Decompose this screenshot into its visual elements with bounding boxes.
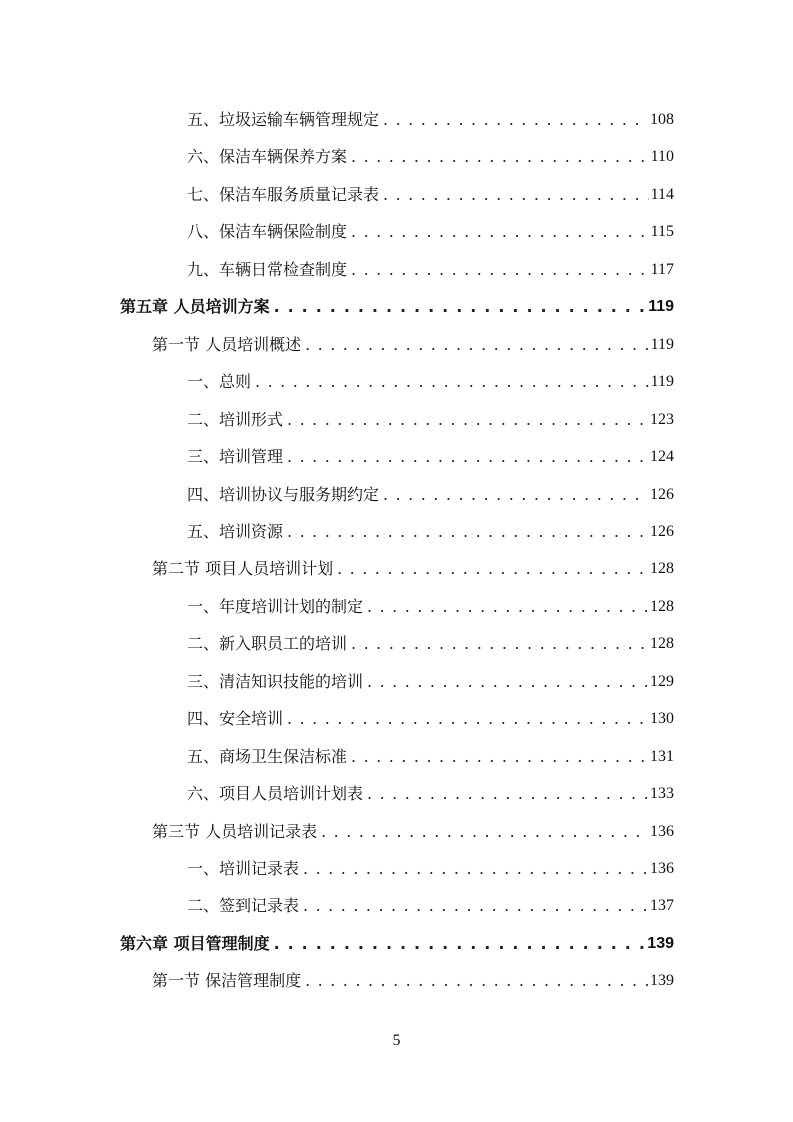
toc-item-entry[interactable] [187,445,674,469]
toc-entry-label: 五、商场卫生保洁标准 [187,746,348,766]
toc-section-entry[interactable] [152,333,674,357]
toc-entry-page: 128 [650,635,674,653]
toc-item-entry[interactable] [187,408,674,432]
toc-entry-label: 八、保洁车辆保险制度 [187,222,348,242]
toc-entry-page: 119 [650,373,674,391]
toc-entry-page: 119 [648,298,674,316]
toc-entry-label: 一、年度培训计划的制定 [187,596,364,616]
toc-item-entry[interactable] [187,782,674,806]
toc-item-entry[interactable] [187,370,674,394]
toc-entry-label: 七、保洁车服务质量记录表 [187,184,380,204]
toc-entry-page: 117 [650,260,674,278]
dot-leader [383,108,648,132]
toc-entry-page: 115 [650,223,674,241]
toc-item-entry[interactable] [187,145,674,169]
toc-chapter-entry[interactable] [120,295,674,319]
toc-entry-page: 128 [650,560,674,578]
dot-leader [367,670,648,694]
toc-entry-page: 139 [647,934,674,952]
toc-entry-label: 一、培训记录表 [187,859,300,878]
toc-section-entry[interactable] [152,969,674,993]
dot-leader [337,557,648,581]
dot-leader [305,333,649,357]
dot-leader [351,145,649,169]
toc-item-entry[interactable] [187,183,674,207]
toc-chapter-entry[interactable] [120,932,674,956]
toc-entry-label: 第六章 项目管理制度 [120,933,270,953]
toc-item-entry[interactable] [187,483,674,507]
toc-entry-page: 136 [650,822,674,840]
toc-entry-page: 133 [650,785,674,803]
toc-entry-page: 129 [650,672,674,690]
toc-entry-label: 三、培训管理 [187,447,284,467]
dot-leader [303,857,648,881]
toc-entry-page: 108 [650,111,674,128]
dot-leader [383,483,648,507]
toc-entry-page: 137 [650,897,674,915]
toc-entry-label: 二、签到记录表 [187,896,300,916]
dot-leader [367,782,648,806]
dot-leader [274,295,647,319]
toc-entry-label: 五、培训资源 [187,521,284,541]
dot-leader [287,408,648,432]
dot-leader [351,220,649,244]
toc-entry-label: 三、清洁知识技能的培训 [187,671,364,691]
toc-entry-label: 第一节 人员培训概述 [152,334,302,354]
dot-leader [303,894,648,918]
toc-entry-page: 131 [650,747,674,765]
toc-entry-label: 四、培训协议与服务期约定 [187,484,380,504]
toc-entry-page: 126 [650,522,674,540]
dot-leader [367,595,648,619]
toc-item-entry[interactable] [187,745,674,769]
toc-entry-page: 126 [650,485,674,503]
dot-leader [287,707,648,731]
dot-leader [383,183,649,207]
toc-entry-page: 114 [650,185,674,203]
toc-entry-page: 124 [650,448,674,466]
toc-item-entry[interactable] [187,857,674,881]
toc-entry-page: 119 [650,335,674,353]
toc-entry-page: 130 [650,710,674,728]
toc-entry-page: 110 [650,148,674,166]
dot-leader [351,632,648,656]
dot-leader [287,445,648,469]
dot-leader [255,370,649,394]
dot-leader [287,520,648,544]
toc-entry-label: 四、安全培训 [187,709,284,729]
toc-entry-label: 六、项目人员培训计划表 [187,784,364,804]
toc-entry-label: 第五章 人员培训方案 [120,297,270,317]
dot-leader [351,745,648,769]
toc-entry-page: 136 [650,860,674,877]
page-number: 5 [392,1032,401,1049]
toc-item-entry[interactable] [187,707,674,731]
toc-section-entry[interactable] [152,820,674,844]
toc-entry-label: 二、培训形式 [187,409,284,429]
toc-item-entry[interactable] [187,894,674,918]
toc-entry-label: 五、垃圾运输车辆管理规定 [187,110,380,129]
toc-entry-label: 第二节 项目人员培训计划 [152,559,334,579]
toc-entry-page: 139 [650,972,674,990]
toc-entry-label: 六、保洁车辆保养方案 [187,147,348,167]
toc-item-entry[interactable] [187,632,674,656]
toc-entry-label: 九、车辆日常检查制度 [187,259,348,279]
dot-leader [321,820,648,844]
toc-entry-page: 123 [650,410,674,428]
toc-entry-label: 第一节 保洁管理制度 [152,971,302,991]
toc-section-entry[interactable] [152,557,674,581]
toc-item-entry[interactable] [187,670,674,694]
toc-entry-page: 128 [650,597,674,615]
toc-item-entry[interactable] [187,258,674,282]
toc-entry-label: 一、总则 [187,372,252,392]
toc-item-entry[interactable] [187,220,674,244]
toc-item-entry[interactable] [187,520,674,544]
dot-leader [305,969,648,993]
toc-item-entry[interactable] [187,595,674,619]
toc-entry-label: 二、新入职员工的培训 [187,634,348,654]
dot-leader [274,932,646,956]
dot-leader [351,258,649,282]
toc-entry-label: 第三节 人员培训记录表 [152,821,318,841]
toc-item-entry[interactable] [187,108,674,132]
